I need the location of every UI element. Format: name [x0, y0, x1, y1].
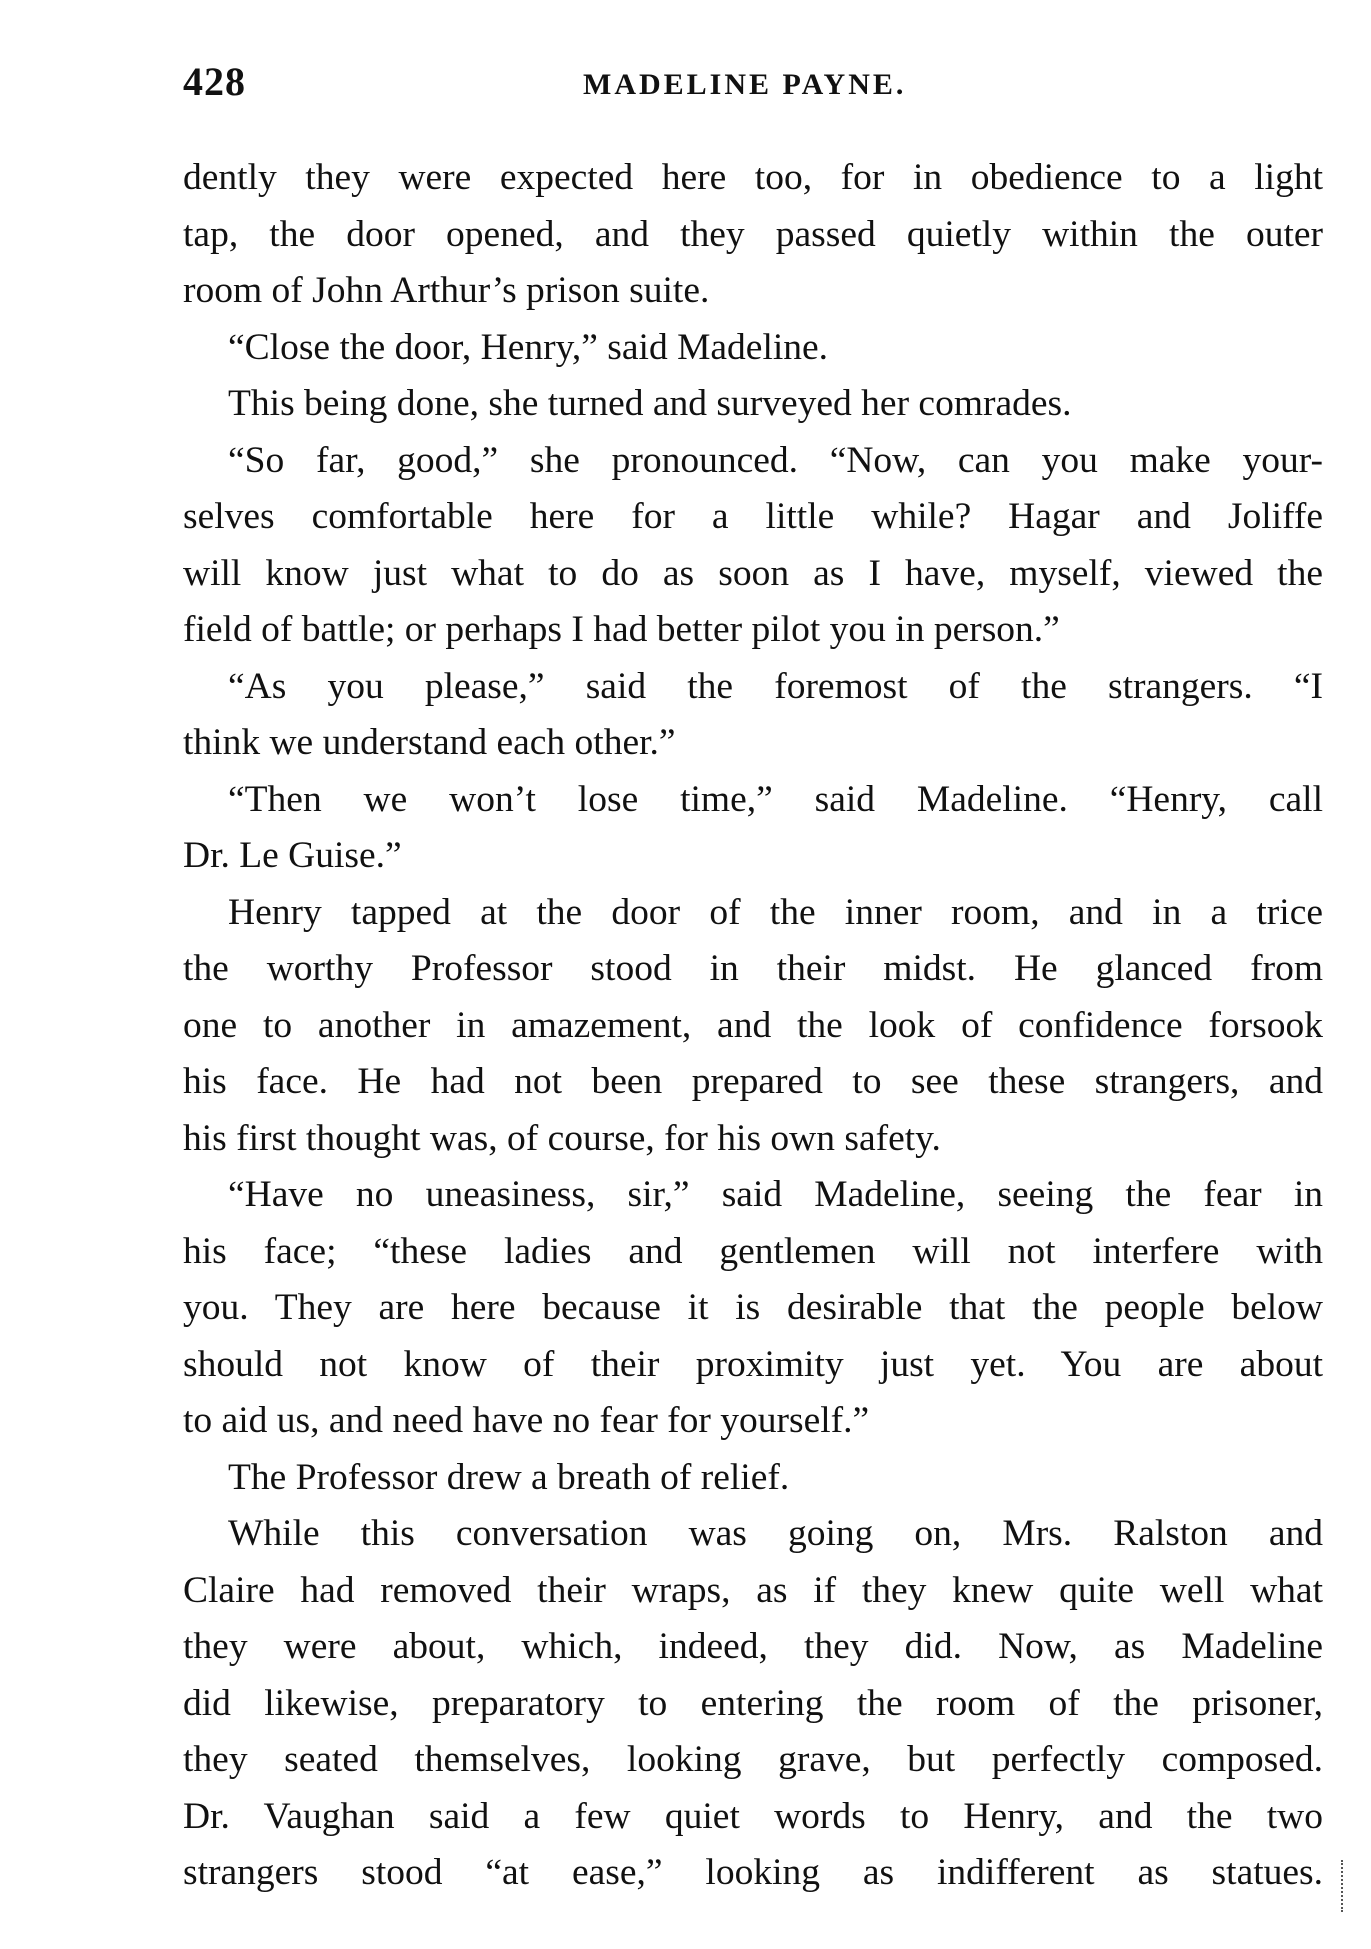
paragraph	[183, 1167, 1323, 1450]
text-line: did likewise, preparatory to entering the room of the prisoner,	[183, 1682, 1323, 1724]
paragraph	[183, 772, 1323, 885]
text-line: think we understand each other.”	[183, 722, 676, 763]
text-line: The Professor drew a breath of relief.	[228, 1456, 790, 1498]
text-line: his first thought was, of course, for his own safety.	[183, 1117, 941, 1159]
paragraph	[183, 659, 1323, 772]
text-line: “Close the door, Henry,” said Madeline.	[228, 326, 829, 368]
text-line: they were about, which, indeed, they did. Now, as Madeline	[183, 1626, 1323, 1667]
text-line: Dr. Le Guise.”	[183, 835, 402, 876]
paragraph	[183, 320, 1323, 377]
text-line: field of battle; or perhaps I had better pilot you in person.”	[183, 609, 1060, 650]
running-title: MADELINE PAYNE.	[583, 68, 907, 101]
text-line: “Have no uneasiness, sir,” said Madeline, seeing the fear in	[228, 1174, 1323, 1215]
text-line: will know just what to do as soon as I have, myself, viewed the	[183, 552, 1323, 594]
text-line: selves comfortable here for a little while? Hagar and Joliffe	[183, 496, 1323, 537]
text-line: his face. He had not been prepared to see these strangers, and	[183, 1061, 1323, 1102]
paragraph	[183, 1506, 1323, 1902]
paragraph	[183, 150, 1323, 320]
text-line: one to another in amazement, and the look of confidence forsook	[183, 1004, 1323, 1046]
page-number: 428	[183, 59, 246, 104]
text-line: room of John Arthur’s prison suite.	[183, 270, 710, 311]
text-line: Claire had removed their wraps, as if they knew quite well what	[183, 1569, 1323, 1611]
text-line: Dr. Vaughan said a few quiet words to Henry, and the two	[183, 1795, 1323, 1837]
text-line: they seated themselves, looking grave, but perfectly composed.	[183, 1739, 1323, 1780]
text-line: strangers stood “at ease,” looking as indifferent as statues.	[183, 1852, 1323, 1893]
paragraph	[183, 885, 1323, 1168]
paragraph	[183, 1450, 1323, 1507]
text-line: to aid us, and need have no fear for yourself.”	[183, 1400, 870, 1441]
text-line: the worthy Professor stood in their midst. He glanced from	[183, 948, 1323, 989]
text-line: his face; “these ladies and gentlemen will not interfere with	[183, 1230, 1323, 1272]
paragraph	[183, 433, 1323, 659]
text-line: “So far, good,” she pronounced. “Now, can you make your-	[228, 439, 1323, 481]
body-text	[183, 150, 1323, 1902]
text-line: you. They are here because it is desirable that the people below	[183, 1287, 1323, 1328]
text-line: dently they were expected here too, for in obedience to a light	[183, 157, 1323, 198]
page-edge-mark	[1341, 1860, 1349, 1912]
text-line: “As you please,” said the foremost of the strangers. “I	[228, 665, 1323, 707]
running-head	[183, 58, 1323, 118]
paragraph	[183, 376, 1323, 433]
text-line: This being done, she turned and surveyed her comrades.	[228, 383, 1072, 424]
text-line: “Then we won’t lose time,” said Madeline. “Henry, call	[228, 778, 1323, 820]
text-line: tap, the door opened, and they passed quietly within the outer	[183, 213, 1323, 255]
text-line: should not know of their proximity just yet. You are about	[183, 1343, 1323, 1385]
text-line: While this conversation was going on, Mrs. Ralston and	[228, 1513, 1323, 1554]
text-line: Henry tapped at the door of the inner room, and in a trice	[228, 891, 1323, 933]
